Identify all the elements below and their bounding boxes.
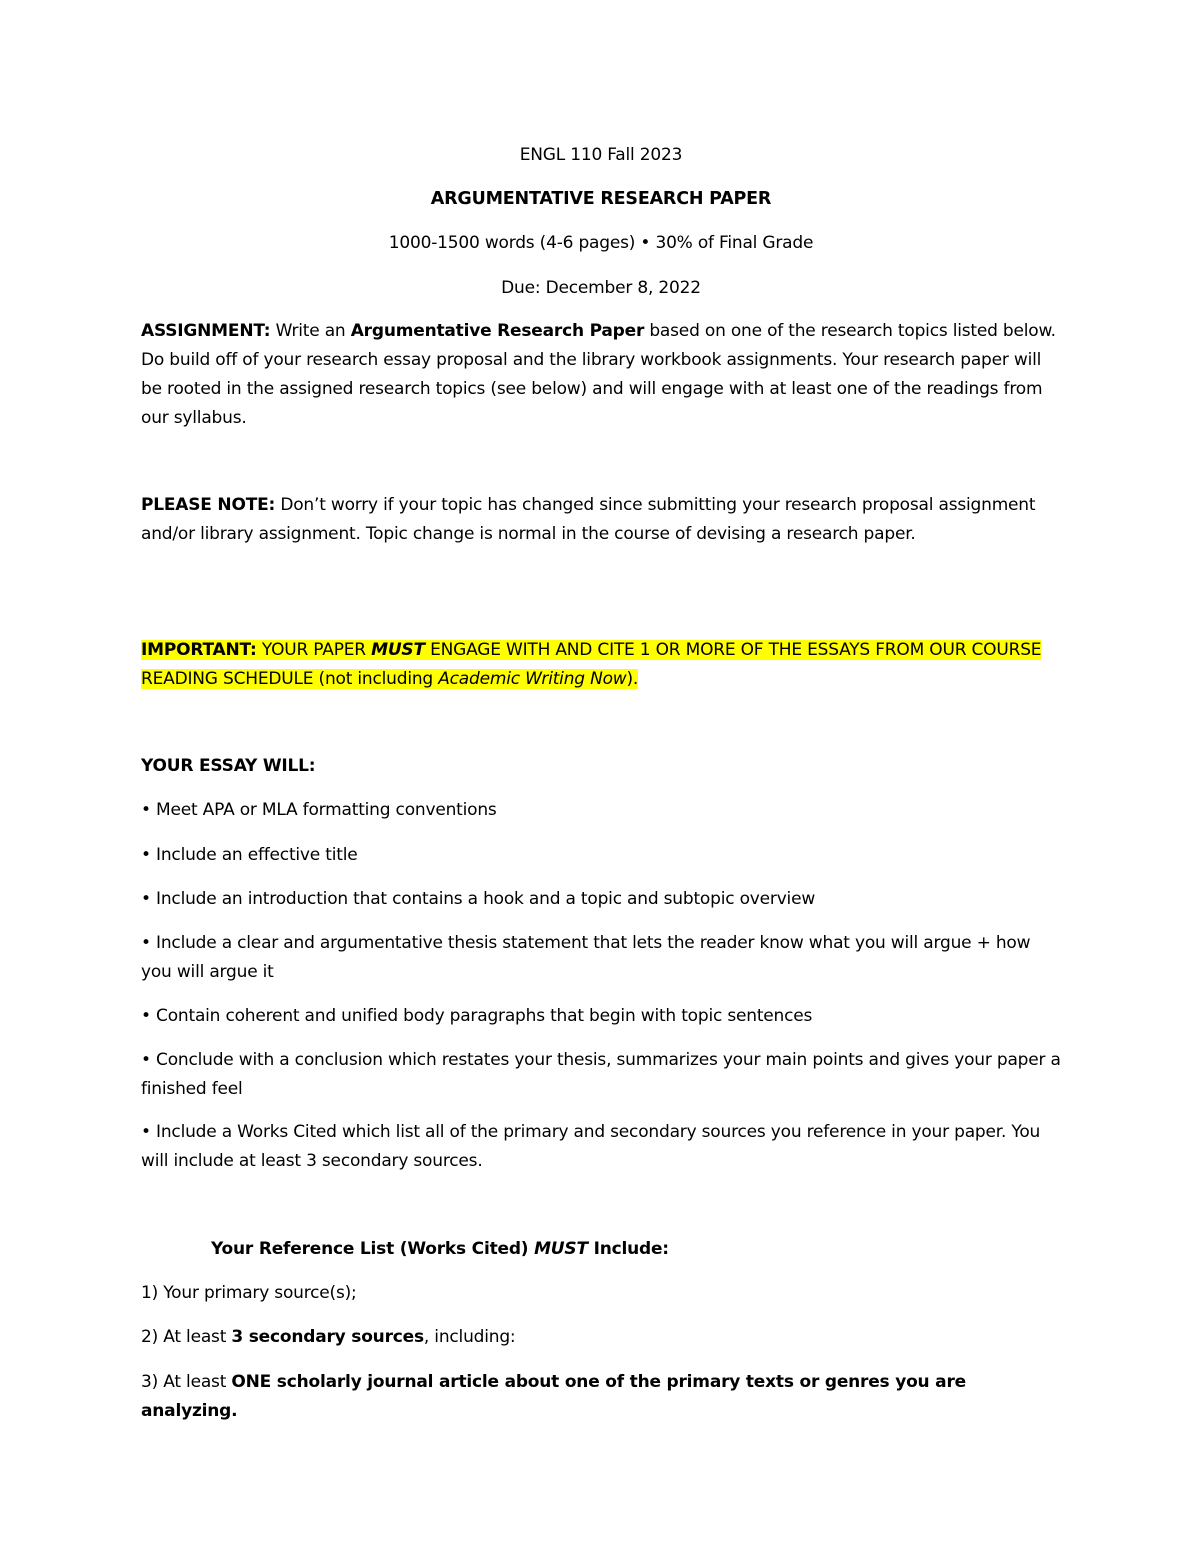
assignment-paragraph xyxy=(141,317,1061,433)
please-note-label: PLEASE NOTE: xyxy=(141,495,276,515)
important-book-title: Academic Writing Now xyxy=(438,669,627,689)
assignment-text-1: Write an xyxy=(270,321,351,341)
essay-will-heading: YOUR ESSAY WILL: xyxy=(141,756,316,776)
important-label: IMPORTANT: xyxy=(141,640,257,660)
reference-heading-must: MUST xyxy=(534,1239,588,1259)
due-date: Due: December 8, 2022 xyxy=(501,278,701,298)
reference-item-2-bold: 3 secondary sources xyxy=(231,1327,424,1347)
assignment-bold-phrase: Argumentative Research Paper xyxy=(350,321,645,341)
reference-heading-text: Your Reference List (Works Cited) xyxy=(211,1239,535,1259)
assignment-text-2: based on one of the research topics listed below. Do build off of your research essay proposal and the library workbook assignments. Your research paper will be rooted in the assigned research topics (see below) and will engage with at least one of the readings from our syllabus. xyxy=(141,321,1056,428)
document-title: ARGUMENTATIVE RESEARCH PAPER xyxy=(430,189,772,209)
essay-item: • Include an introduction that contains a hook and a topic and subtopic overview xyxy=(141,889,816,909)
essay-item: • Contain coherent and unified body paragraphs that begin with topic sentences xyxy=(141,1006,813,1026)
reference-item-1: 1) Your primary source(s); xyxy=(141,1283,357,1303)
please-note-paragraph xyxy=(141,491,1061,549)
reference-heading-include: Include: xyxy=(587,1239,669,1259)
important-text-1: YOUR PAPER xyxy=(256,640,372,660)
essay-item: • Include a Works Cited which list all of the primary and secondary sources you reference in your paper. You will include at least 3 secondary sources. xyxy=(141,1122,1041,1171)
important-paragraph xyxy=(141,636,1061,694)
essay-item: • Meet APA or MLA formatting conventions xyxy=(141,800,497,820)
essay-item: • Conclude with a conclusion which restates your thesis, summarizes your main points and gives your paper a finished feel xyxy=(141,1050,1061,1099)
reference-heading xyxy=(141,1235,1061,1264)
course-line: ENGL 110 Fall 2023 xyxy=(519,145,683,165)
reference-item-2: 2) At least 3 secondary sources, including: xyxy=(141,1327,516,1347)
reference-item-3-bold: ONE scholarly journal article about one of the primary texts or genres you are analyzing. xyxy=(141,1372,966,1421)
important-must: MUST xyxy=(371,640,425,660)
important-text-2: ENGAGE WITH AND CITE 1 OR MORE OF THE ESSAYS FROM OUR COURSE READING SCHEDULE (not including xyxy=(141,640,1042,689)
assignment-label: ASSIGNMENT: xyxy=(141,321,271,341)
length-grade-line: 1000-1500 words (4-6 pages) • 30% of Final Grade xyxy=(388,233,814,253)
essay-item: • Include an effective title xyxy=(141,845,358,865)
please-note-text: Don’t worry if your topic has changed since submitting your research proposal assignment and/or library assignment. Topic change is normal in the course of devising a research paper. xyxy=(141,495,1036,544)
important-highlight xyxy=(141,640,1041,689)
reference-item-3: 3) At least ONE scholarly journal article about one of the primary texts or genres you are analyzing. xyxy=(141,1372,966,1421)
essay-item: • Include a clear and argumentative thesis statement that lets the reader know what you will argue + how you will argue it xyxy=(141,933,1031,982)
important-text-3: ). xyxy=(626,669,639,689)
